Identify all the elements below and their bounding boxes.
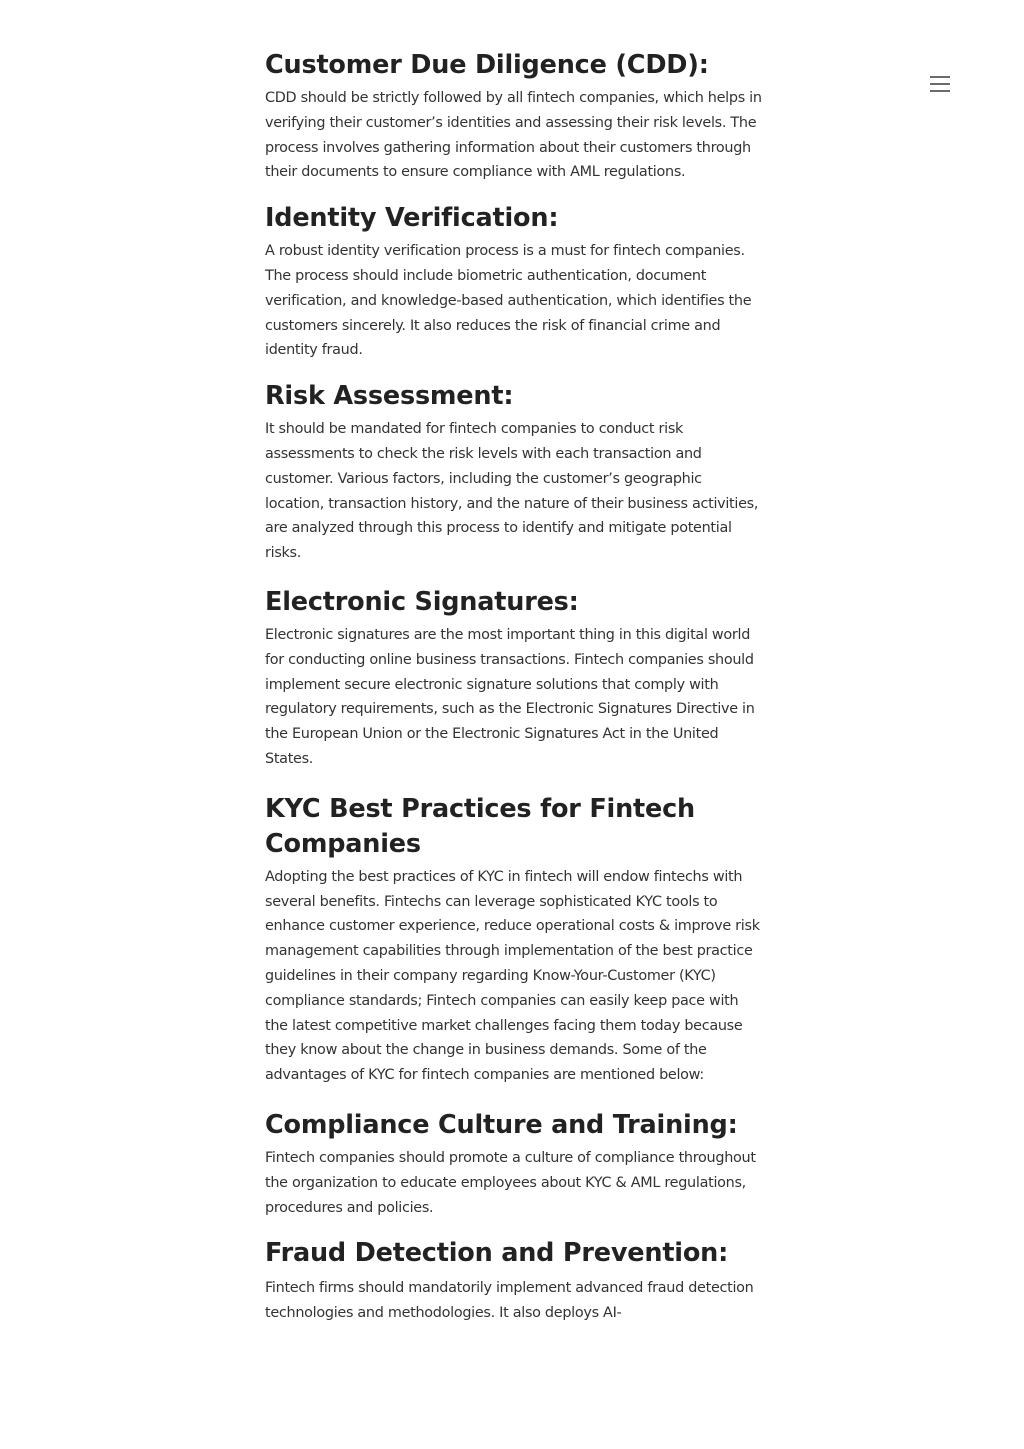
- section-compliance-culture: [265, 1108, 765, 1220]
- section-fraud-detection: [265, 1236, 765, 1326]
- section-electronic-signatures: [265, 585, 765, 772]
- section-identity-verification: [265, 201, 765, 363]
- section-paragraph: Electronic signatures are the most important thing in this digital world for conducting online business transactions. Fintech companies should implement secure electronic signature solutions that comply with regulatory requirements, such as the Electronic Signatures Directive in the European Union or the Electronic Signatures Act in the United States.: [265, 626, 755, 767]
- section-customer-due-diligence: [265, 48, 765, 185]
- section-heading: Electronic Signatures:: [265, 586, 579, 617]
- section-kyc-best-practices: [265, 792, 765, 1088]
- section-heading: Compliance Culture and Training:: [265, 1109, 738, 1140]
- section-risk-assessment: [265, 379, 765, 566]
- section-paragraph: Fintech companies should promote a culture of compliance throughout the organization to educate employees about KYC & AML regulations, procedures and policies.: [265, 1149, 756, 1216]
- hamburger-menu-icon[interactable]: [928, 74, 952, 94]
- article-content: [265, 48, 765, 1342]
- section-paragraph: A robust identity verification process is a must for fintech companies. The process should include biometric authentication, document verification, and knowledge-based authentication, which identifies the customers sincerely. It also reduces the risk of financial crime and identity fraud.: [265, 243, 752, 359]
- section-paragraph: It should be mandated for fintech companies to conduct risk assessments to check the risk levels with each transaction and customer. Various factors, including the customer’s geographic location, transaction history, and the nature of their business activities, are analyzed through this process to identify and mitigate potential risks.: [265, 421, 759, 562]
- section-heading: Identity Verification:: [265, 203, 559, 234]
- section-paragraph: CDD should be strictly followed by all fintech companies, which helps in verifying their customer’s identities and assessing their risk levels. The process involves gathering information about their customers through their documents to ensure compliance with AML regulations.: [265, 90, 762, 181]
- section-paragraph: Fintech firms should mandatorily implement advanced fraud detection technologies and methodologies. It also deploys AI-: [265, 1280, 754, 1322]
- section-heading: KYC Best Practices for Fintech Companies: [265, 793, 696, 859]
- section-heading: Risk Assessment:: [265, 381, 514, 412]
- section-paragraph: Adopting the best practices of KYC in fintech will endow fintechs with several benefits. Fintechs can leverage sophisticated KYC tools to enhance customer experience, reduce operational costs & improve risk management capabilities through implementation of the best practice guidelines in their company regarding Know-Your-Customer (KYC) compliance standards; Fintech companies can easily keep pace with the latest competitive market challenges facing them today because they know about the change in business demands. Some of the advantages of KYC for fintech companies are mentioned below:: [265, 868, 760, 1084]
- section-heading: Fraud Detection and Prevention:: [265, 1238, 729, 1269]
- section-heading: Customer Due Diligence (CDD):: [265, 50, 709, 80]
